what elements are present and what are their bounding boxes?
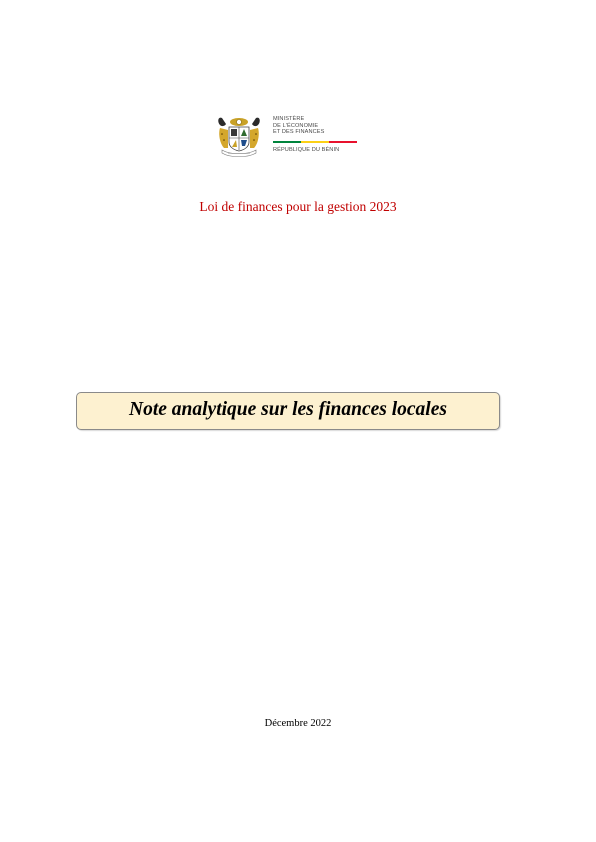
republic-name: RÉPUBLIQUE DU BÉNIN — [273, 147, 340, 153]
document-date: Décembre 2022 — [264, 718, 332, 729]
flag-stripe-red — [329, 141, 357, 143]
ministry-line-1: MINISTÈRE — [273, 116, 305, 122]
ministry-line-2: DE L'ÉCONOMIE — [273, 122, 319, 129]
document-subtitle: Loi de finances pour la gestion 2023 — [199, 199, 397, 214]
title-box — [76, 392, 500, 430]
flag-stripe — [273, 141, 357, 143]
document-title: Note analytique sur les finances locales — [129, 399, 447, 420]
ministry-name — [273, 116, 324, 136]
ministry-line-3: ET DES FINANCES — [273, 129, 325, 136]
flag-stripe-green — [273, 141, 301, 143]
benin-coat-of-arms-icon — [216, 114, 262, 158]
ministry-logo — [216, 114, 366, 158]
flag-stripe-yellow — [301, 141, 329, 143]
